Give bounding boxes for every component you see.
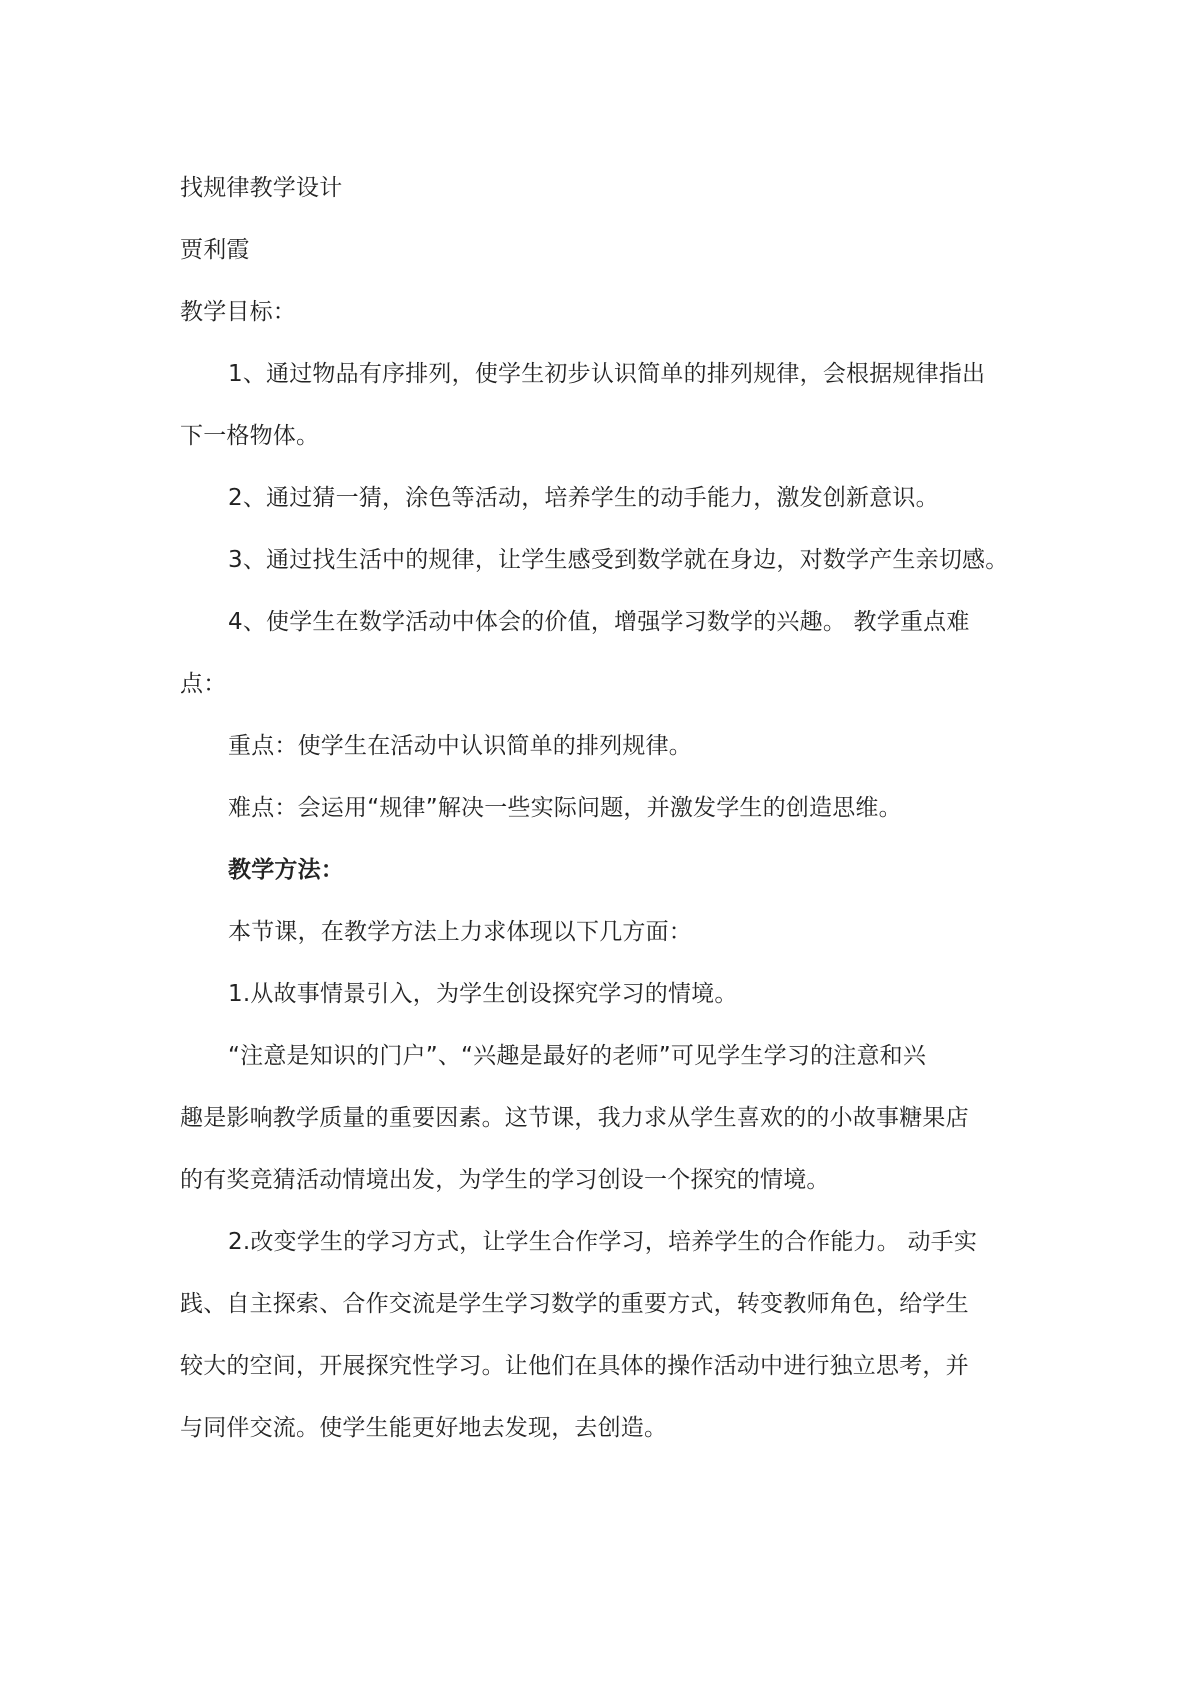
method-2-line-2: 践、自主探索、合作交流是学生学习数学的重要方式，转变教师角色，给学生 [180, 1291, 969, 1317]
methods-intro: 本节课，在教学方法上力求体现以下几方面： [228, 919, 692, 945]
method-2-line-3: 较大的空间，开展探究性学习。让他们在具体的操作活动中进行独立思考，并 [180, 1353, 969, 1379]
objective-2: 2、通过猜一猜，涂色等活动，培养学生的动手能力，激发创新意识。 [228, 485, 939, 511]
objective-4-line-2: 点： [180, 671, 227, 697]
objective-1-line-1: 1、通过物品有序排列，使学生初步认识简单的排列规律，会根据规律指出 [228, 361, 986, 387]
author-name: 贾利霞 [180, 237, 250, 263]
objective-1-line-2: 下一格物体。 [180, 423, 320, 449]
objectives-heading: 教学目标： [180, 299, 296, 325]
method-2-line-1: 2.改变学生的学习方式，让学生合作学习，培养学生的合作能力。 动手实 [228, 1229, 978, 1255]
method-1-title: 1.从故事情景引入，为学生创设探究学习的情境。 [228, 981, 738, 1007]
method-1-text-line-3: 的有奖竞猜活动情境出发，为学生的学习创设一个探究的情境。 [180, 1167, 830, 1193]
difficulty-point: 难点：会运用“规律”解决一些实际问题，并激发学生的创造思维。 [228, 795, 902, 821]
methods-heading: 教学方法： [228, 857, 344, 883]
document-title: 找规律教学设计 [180, 175, 343, 201]
objective-3: 3、通过找生活中的规律，让学生感受到数学就在身边，对数学产生亲切感。 [228, 547, 1009, 573]
key-point: 重点：使学生在活动中认识简单的排列规律。 [228, 733, 692, 759]
objective-4-line-1: 4、使学生在数学活动中体会的价值，增强学习数学的兴趣。 教学重点难 [228, 609, 970, 635]
method-1-text-line-2: 趣是影响教学质量的重要因素。这节课，我力求从学生喜欢的的小故事糖果店 [180, 1105, 969, 1131]
method-2-line-4: 与同伴交流。使学生能更好地去发现，去创造。 [180, 1415, 668, 1441]
method-1-text-line-1: “注意是知识的门户”、“兴趣是最好的老师”可见学生学习的注意和兴 [228, 1043, 927, 1069]
